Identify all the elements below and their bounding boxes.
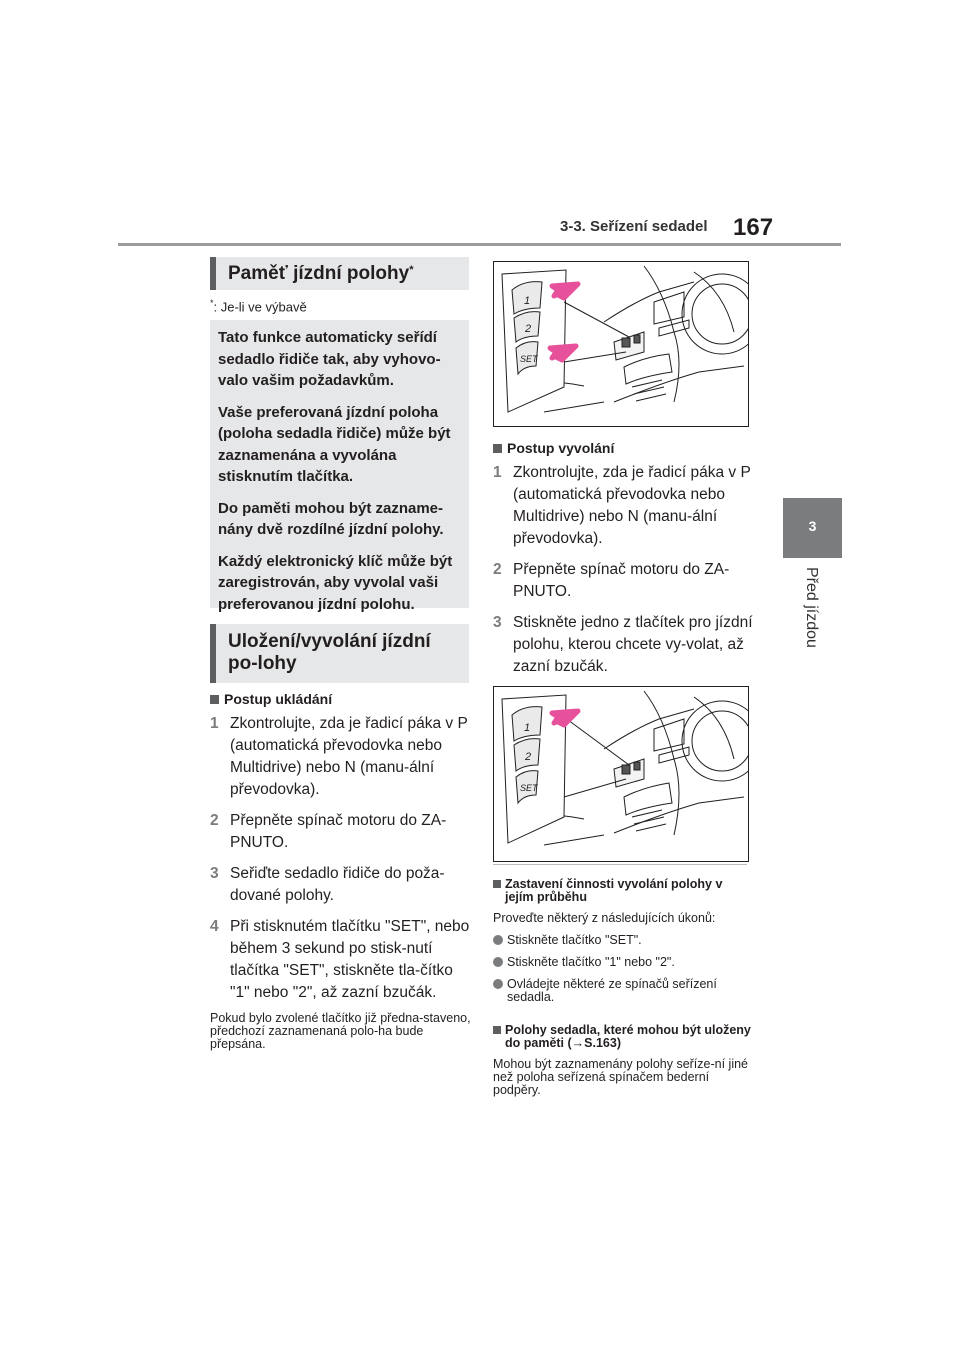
stop-recall-item-text: Ovládejte některé ze spínačů seřízení sedadla. <box>507 977 717 1004</box>
chapter-label: Před jízdou <box>803 567 820 648</box>
square-bullet-icon <box>493 1026 501 1034</box>
seat-memory-switch-icon <box>494 687 748 861</box>
step-text: Seřiďte sedadlo řidiče do poža-dované polohy. <box>230 865 445 904</box>
step-number: 3 <box>210 865 219 882</box>
save-step <box>210 713 472 801</box>
intro-paragraph-2: Vaše preferovaná jízdní poloha (poloha sedadla řidiče) může být zaznamenána a vyvolána stisknutím tlačítka. <box>218 403 451 485</box>
step-text: Přepněte spínač motoru do ZA-PNUTO. <box>230 812 447 851</box>
seat-memory-illustration-save <box>493 261 749 427</box>
memory-positions-heading <box>493 1024 751 1050</box>
pointer-arrow-icon <box>552 284 578 298</box>
step-number: 2 <box>210 812 219 829</box>
section-heading-memory-text: Paměť jízdní polohy <box>228 263 410 284</box>
round-bullet-icon <box>493 979 503 989</box>
chapter-number: 3 <box>808 518 817 534</box>
square-bullet-icon <box>493 880 501 888</box>
page-number: 167 <box>733 214 774 241</box>
memory-positions-section <box>493 1024 751 1097</box>
button-set-label: SET <box>520 783 538 793</box>
round-bullet-icon <box>493 957 503 967</box>
save-step <box>210 916 472 1004</box>
seat-memory-illustration-recall <box>493 686 749 862</box>
step-text: Přepněte spínač motoru do ZA-PNUTO. <box>513 561 730 600</box>
step-number: 2 <box>493 561 502 578</box>
footnote <box>210 298 307 314</box>
footnote-text: : Je-li ve výbavě <box>213 299 307 315</box>
section-heading-save-recall: Uložení/vyvolání jízdní po-lohy <box>210 624 469 683</box>
save-step <box>210 810 472 854</box>
intro-box <box>210 320 469 613</box>
intro-paragraph-4: Každý elektronický klíč může být zaregistrován, aby vyvolal vaši preferovanou jízdní polohu. <box>218 552 453 613</box>
recall-procedure-heading <box>493 440 753 456</box>
stop-recall-item <box>493 956 751 969</box>
step-text: Stiskněte jedno z tlačítek pro jízdní polohu, kterou chcete vy-volat, až zazní bzučák. <box>513 614 753 675</box>
recall-step <box>493 462 753 550</box>
save-procedure-heading-text: Postup ukládání <box>224 691 333 707</box>
pointer-arrow-icon <box>550 346 576 360</box>
recall-procedure <box>493 440 753 687</box>
button-2-label: 2 <box>525 751 532 763</box>
stop-recall-item <box>493 978 751 1004</box>
recall-step <box>493 559 753 603</box>
stop-recall-heading-text: Zastavení činnosti vyvolání polohy v jejím průběhu <box>505 877 723 904</box>
save-procedure-heading <box>210 691 472 707</box>
button-1-label: 1 <box>524 295 531 307</box>
stop-recall-list <box>493 934 751 1004</box>
overwrite-note: Pokud bylo zvolené tlačítko již předna-staveno, předchozí zaznamenaná polo-ha bude přepsána. <box>210 1011 471 1051</box>
step-text: Zkontrolujte, zda je řadicí páka v P (automatická převodovka nebo Multidrive) nebo N (manu-ální převodovka). <box>513 464 751 547</box>
seat-memory-switch-icon <box>494 262 748 426</box>
stop-recall-item-text: Stiskněte tlačítko "1" nebo "2". <box>507 955 675 969</box>
intro-paragraph-1: Tato funkce automaticky seřídí sedadlo řidiče tak, aby vyhovo-valo vašim požadavkům. <box>218 329 441 389</box>
intro-paragraph-3: Do paměti mohou být zazname-nány dvě rozdílné jízdní polohy. <box>218 499 444 538</box>
button-1-label: 1 <box>524 722 531 734</box>
header-rule <box>118 243 841 246</box>
recall-steps <box>493 462 753 678</box>
step-text: Zkontrolujte, zda je řadicí páka v P (automatická převodovka nebo Multidrive) nebo N (manu-ální převodovka). <box>230 715 468 798</box>
button-set-label: SET <box>520 354 538 364</box>
recall-step <box>493 612 753 678</box>
square-bullet-icon <box>210 695 219 704</box>
step-number: 1 <box>493 464 502 481</box>
memory-positions-text: Mohou být zaznamenány polohy seříze-ní jiné než poloha seřízená spínačem bederní podpěry. <box>493 1057 749 1097</box>
stop-recall-intro: Proveďte některý z následujících úkonů: <box>493 911 716 925</box>
footnote-mark: * <box>210 298 214 308</box>
figure-divider <box>493 864 747 865</box>
step-number: 1 <box>210 715 219 732</box>
step-text: Při stisknutém tlačítku "SET", nebo během 3 sekund po stisk-nutí tlačítka "SET", stiskněte tla-čítko "1" nebo "2", až zazní bzučák. <box>230 918 470 1001</box>
pointer-arrow-icon <box>552 711 578 725</box>
memory-positions-heading-text: Polohy sedadla, které mohou být uloženy do paměti (→S.163) <box>505 1023 751 1050</box>
stop-recall-section <box>493 878 751 1013</box>
square-bullet-icon <box>493 444 502 453</box>
button-2-label: 2 <box>525 323 532 335</box>
save-procedure <box>210 691 472 1051</box>
recall-procedure-heading-text: Postup vyvolání <box>507 440 615 456</box>
section-heading-memory <box>210 257 469 290</box>
stop-recall-item-text: Stiskněte tlačítko "SET". <box>507 933 642 947</box>
asterisk-mark: * <box>409 264 414 276</box>
step-number: 4 <box>210 918 219 935</box>
save-steps <box>210 713 472 1004</box>
section-title: 3-3. Seřízení sedadel <box>560 218 708 235</box>
round-bullet-icon <box>493 935 503 945</box>
stop-recall-heading <box>493 878 751 904</box>
save-step <box>210 863 472 907</box>
step-number: 3 <box>493 614 502 631</box>
stop-recall-item <box>493 934 751 947</box>
